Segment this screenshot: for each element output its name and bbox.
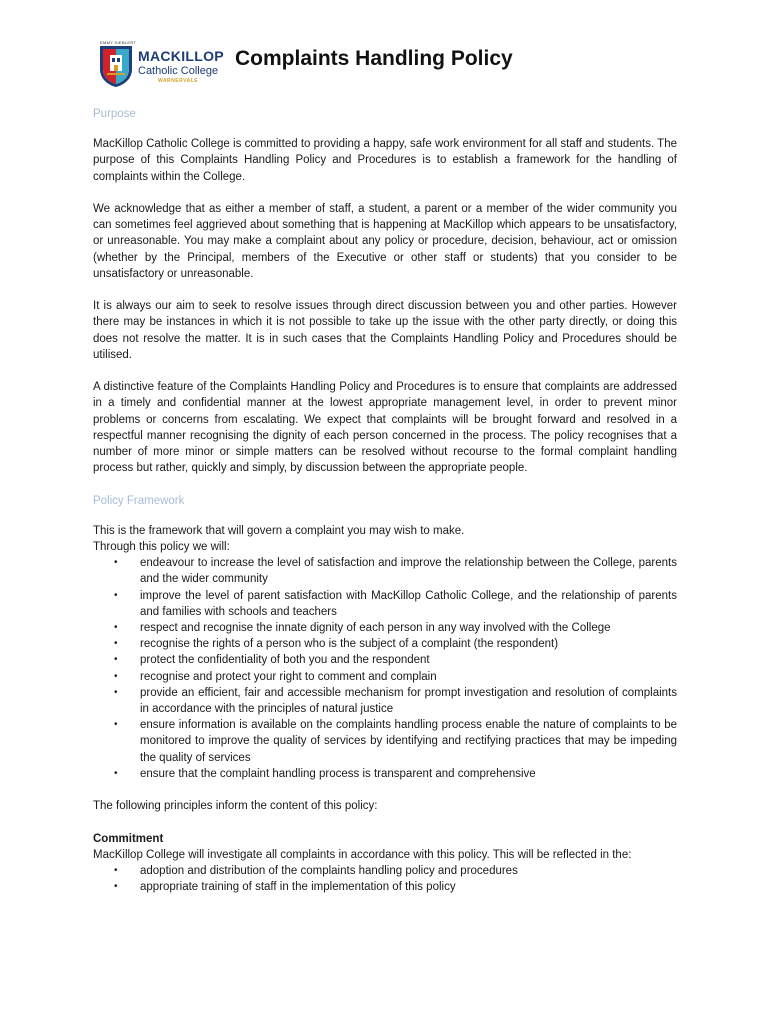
bullet-icon: • [114, 767, 118, 779]
list-item-text: adoption and distribution of the complaints handling policy and procedures [140, 865, 518, 878]
list-item-text: improve the level of parent satisfaction with MacKillop Catholic College, and the relationship of parents and families with schools and teachers [140, 589, 677, 618]
list-item-text: recognise the rights of a person who is the subject of a complaint (the respondent) [140, 638, 559, 651]
list-item-text: respect and recognise the innate dignity of each person in any way involved with the College [140, 622, 611, 634]
bullet-icon: • [114, 865, 118, 877]
bullet-icon: • [114, 638, 118, 650]
bullet-icon: • [114, 654, 118, 666]
college-crest-icon [98, 43, 134, 88]
list-item [93, 766, 677, 782]
list-item [93, 620, 677, 636]
document-body [93, 106, 677, 912]
purpose-heading: Purpose [93, 108, 136, 120]
list-item-text: endeavour to increase the level of satisfaction and improve the relationship between the College, parents and the wider community [140, 557, 677, 586]
list-item [93, 863, 677, 879]
list-item-text: provide an efficient, fair and accessible mechanism for prompt investigation and resolution of complaints in accordance with the principles of natural justice [140, 686, 677, 716]
document-header [98, 40, 698, 90]
principles-text: The following principles inform the content of this policy: [93, 800, 378, 813]
commitment-heading: Commitment [93, 832, 164, 845]
bullet-icon: • [114, 686, 118, 698]
list-item [93, 879, 677, 895]
list-item [93, 685, 677, 717]
framework-heading: Policy Framework [93, 494, 185, 507]
bullet-icon: • [114, 589, 118, 601]
list-item-text: appropriate training of staff in the implementation of this policy [140, 881, 456, 894]
bullet-icon: • [114, 622, 118, 633]
list-item [93, 588, 677, 620]
logo-small-text: EMMY SIEBLERT [100, 40, 137, 45]
list-item-text: recognise and protect your right to comment and complain [140, 670, 437, 683]
list-item [93, 636, 677, 652]
purpose-paragraph: We acknowledge that as either a member of staff, a student, a parent or a member of the wider community you can sometimes feel aggrieved about something that is happening at MacKillop which appears to be unsatisfactory, or unreasonable. You may make a complaint about any policy or procedure, decision, behaviour, act or omission (whether by the Principal, members of the Executive or other staff or students) that you consider to be unsatisfactory or unreasonable. [93, 202, 677, 280]
page-title: Complaints Handling Policy [235, 47, 513, 70]
list-item-text: ensure that the complaint handling process is transparent and comprehensive [140, 767, 536, 780]
purpose-paragraph: It is always our aim to seek to resolve issues through direct discussion between you and other parties. However there may be instances in which it is not possible to take up the issue with the other party directly, or doing this does not resolve the matter. It is in such cases that the Complaints Handling Policy and Procedures should be utilised. [93, 300, 677, 361]
bullet-icon: • [114, 881, 118, 893]
logo-subtitle: Catholic College [138, 65, 219, 77]
list-item [93, 555, 677, 587]
bullet-icon: • [114, 670, 118, 682]
commitment-text: MacKillop College will investigate all complaints in accordance with this policy. This will be reflected in the: [93, 848, 632, 861]
list-item [93, 717, 677, 766]
college-logo [98, 40, 233, 88]
list-item-text: ensure information is available on the complaints handling process enable the nature of complaints to be monitored to improve the quality of services by identifying and rectifying practices that may be impeding the quality of services [140, 719, 677, 764]
commitment-list [93, 863, 677, 895]
bullet-icon: • [114, 557, 118, 569]
list-item-text: protect the confidentiality of both you and the respondent [140, 654, 430, 667]
framework-intro: Through this policy we will: [93, 540, 230, 553]
logo-name: MACKILLOP [138, 48, 224, 64]
bullet-icon: • [114, 719, 118, 731]
framework-intro: This is the framework that will govern a complaint you may wish to make. [93, 524, 465, 537]
purpose-paragraph: MacKillop Catholic College is committed to providing a happy, safe work environment for all staff and students. The purpose of this Complaints Handling Policy and Procedures is to establish a framework for the handling of complaints within the College. [93, 138, 677, 183]
list-item [93, 669, 677, 685]
logo-place: WARNERVALE [158, 78, 199, 84]
framework-list [93, 555, 677, 782]
list-item [93, 652, 677, 668]
purpose-paragraph: A distinctive feature of the Complaints Handling Policy and Procedures is to ensure that complaints are addressed in a timely and confidential manner at the lowest appropriate management level, in order to prevent minor problems or concerns from escalating. We expect that complaints will be brought forward and resolved in a respectful manner recognising the dignity of each person concerned in the process. The policy recognises that a number of more minor or simple matters can be resolved without recourse to the formal complaint handling process but rather, quickly and simply, by discussion between the appropriate people. [93, 381, 677, 475]
